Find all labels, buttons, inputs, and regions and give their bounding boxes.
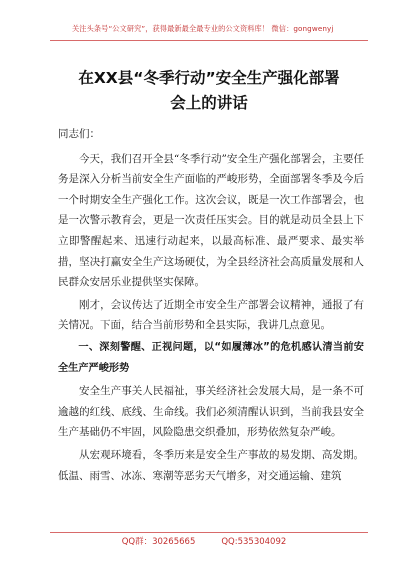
- header-divider: [50, 40, 368, 41]
- greeting: 同志们：: [58, 128, 100, 140]
- paragraph: 刚才，会议传达了近期全市安全生产部署会议精神，通报了有关情况。下面，结合当前形势和全县实际，我讲几点意见。: [58, 298, 364, 332]
- footer-qq-group: QQ群：30265665: [121, 537, 196, 547]
- title-line-2: 会上的讲话: [170, 94, 248, 112]
- document-body: [58, 124, 364, 486]
- document-title: [50, 66, 368, 116]
- section-heading: 一、深刻警醒、正视问题，以“如履薄冰”的危机感认清当前安全生产严峻形势: [58, 341, 364, 374]
- header-banner: 关注头条号“公文研究”，获得最新最全最专业的公文资料库！ 微信：gongwenyj: [72, 24, 334, 33]
- title-line-1: 在XX县“冬季行动”安全生产强化部署: [78, 69, 340, 87]
- footer-qq: QQ:535304092: [221, 537, 287, 547]
- paragraph: 今天，我们召开全县“冬季行动”安全生产强化部署会，主要任务是深入分析当前安全生产面临的严峻形势，全面部署冬季及今后一个时期安全生产强化工作。这次会议，既是一次工作部署会，也是一次警示教育会，更是一次责任压实会。目的就是动员全县上下立即警醒起来、迅速行动起来，以最高标准、最严要求、最实举措，坚决打赢安全生产这场硬仗，为全县经济社会高质量发展和人民群众安居乐业提供坚实保障。: [58, 152, 364, 289]
- paragraph: 安全生产事关人民福祉，事关经济社会发展大局，是一条不可逾越的红线、底线、生命线。我们必须清醒认识到，当前我县安全生产基础仍不牢固，风险隐患交织叠加，形势依然复杂严峻。: [58, 385, 364, 439]
- footer-divider: [50, 532, 368, 533]
- paragraph: 从宏观环境看，冬季历来是安全生产事故的易发期、高发期。低温、雨雪、冰冻、寒潮等恶劣天气增多，对交通运输、建筑: [58, 448, 364, 482]
- footer: [0, 535, 408, 547]
